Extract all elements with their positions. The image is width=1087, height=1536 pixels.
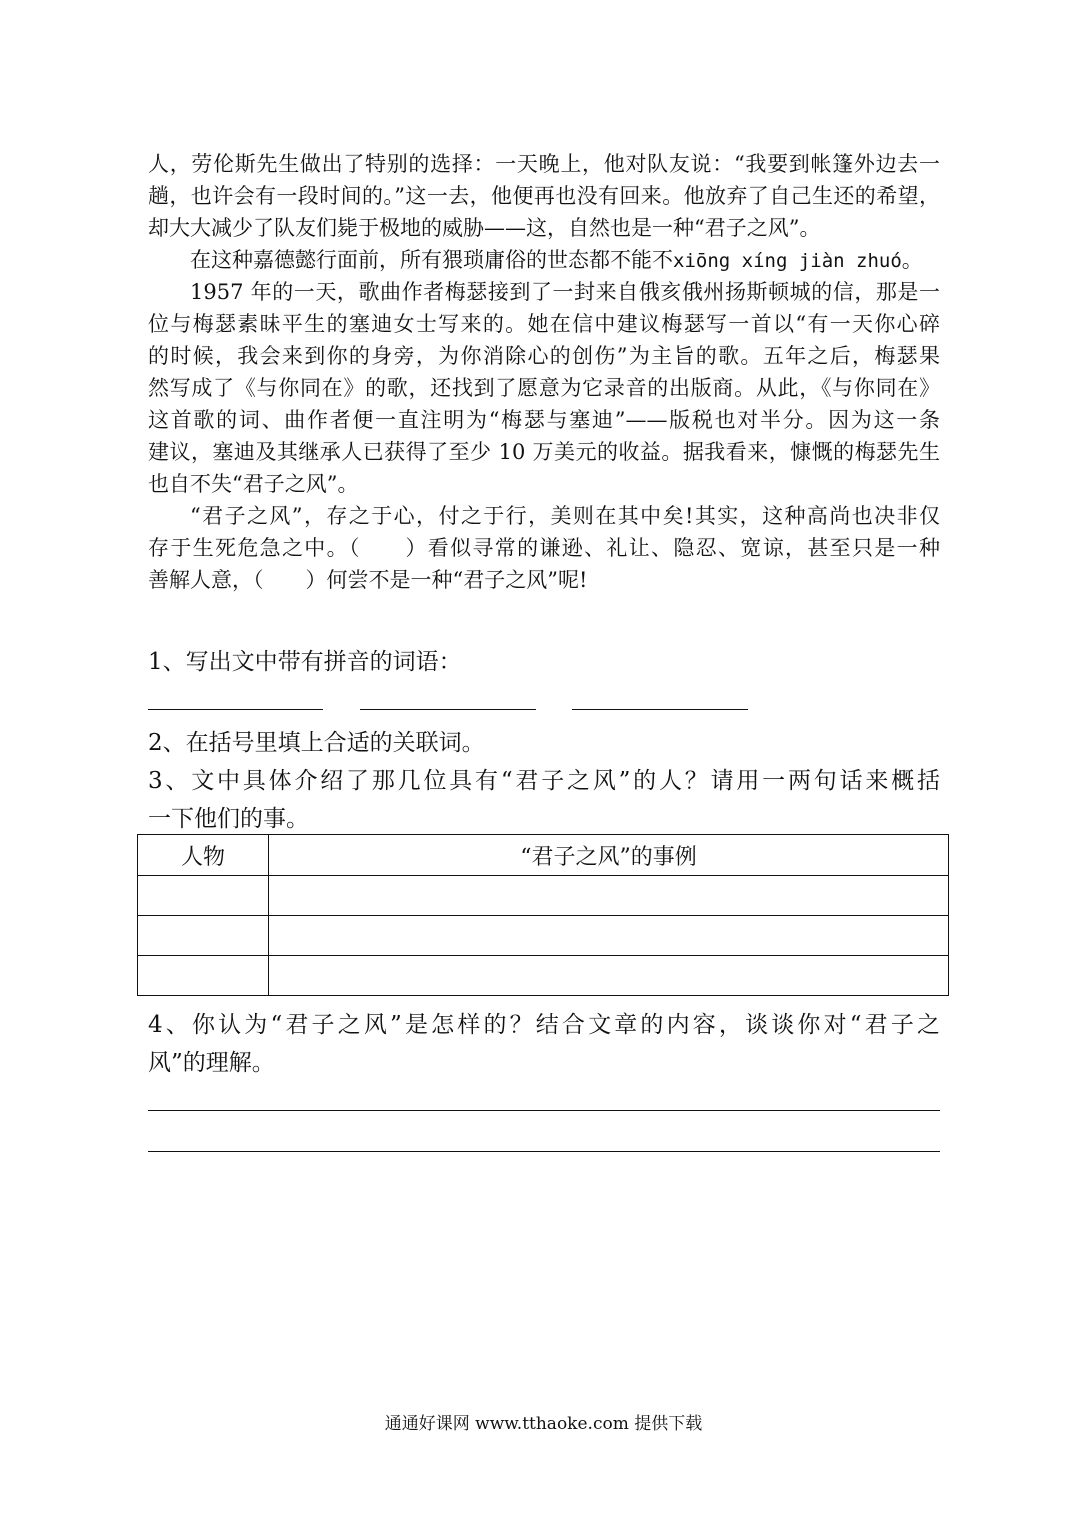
question-3-line-1: 3、文中具体介绍了那几位具有“君子之风”的人？请用一两句话来概括 [148,768,940,794]
passage-line: 却大大减少了队友们毙于极地的威胁——这，自然也是一种“君子之风”。 [148,216,821,240]
passage-line: 人，劳伦斯先生做出了特别的选择：一天晚上，他对队友说：“我要到帐篷外边去一 [148,152,940,176]
passage-line: 位与梅瑟素昧平生的塞迪女士写来的。她在信中建议梅瑟写一首以“有一天你心碎 [148,312,940,336]
table-row [138,916,949,956]
passage-line: 存于生死危急之中。（ ）看似寻常的谦逊、礼让、隐忍、宽谅，甚至只是一种 [148,536,940,560]
passage-line: “君子之风”，存之于心，付之于行，美则在其中矣!其实，这种高尚也决非仅 [190,504,940,528]
person-cell[interactable] [138,876,269,916]
answer-blank-2[interactable] [360,709,536,710]
question-1: 1、写出文中带有拼音的词语： [148,649,462,675]
pinyin-sentence-text: 在这种嘉德懿行面前，所有猥琐庸俗的世态都不能不 [190,248,673,272]
passage-line: 善解人意，（ ）何尝不是一种“君子之风”呢! [148,568,588,592]
table-row [138,956,949,996]
table-header-row [138,835,949,876]
reading-passage [148,148,940,596]
header-example: “君子之风”的事例 [269,835,949,876]
example-cell[interactable] [269,916,949,956]
pinyin-text: xiōng xíng jiàn zhuó [673,250,902,272]
question-4-line-2: 风”的理解。 [148,1050,275,1076]
person-cell[interactable] [138,956,269,996]
answer-blank-1[interactable] [148,709,323,710]
table-row [138,876,949,916]
answer-line-1[interactable] [148,1110,940,1111]
passage-line: 这首歌的词、曲作者便一直注明为“梅瑟与塞迪”——版税也对半分。因为这一条 [148,408,940,432]
story-table [137,834,949,996]
header-person: 人物 [138,835,269,876]
passage-line: 的时候，我会来到你的身旁，为你消除心的创伤”为主旨的歌。五年之后，梅瑟果 [148,344,940,368]
passage-line: 1957 年的一天，歌曲作者梅瑟接到了一封来自俄亥俄州扬斯顿城的信，那是一 [190,280,940,304]
passage-line: 趟，也许会有一段时间的。”这一去，他便再也没有回来。他放弃了自己生还的希望， [148,184,940,208]
passage-line: 建议，塞迪及其继承人已获得了至少 10 万美元的收益。据我看来，慷慨的梅瑟先生 [148,440,940,464]
pinyin-sentence [148,244,940,276]
answer-line-2[interactable] [148,1151,940,1152]
passage-line: 也自不失“君子之风”。 [148,472,359,496]
footer-text: 通通好课网 www.tthaoke.com 提供下载 [384,1414,703,1434]
example-cell[interactable] [269,876,949,916]
question-2: 2、在括号里填上合适的关联词。 [148,730,485,756]
answer-blank-3[interactable] [572,709,748,710]
pinyin-sentence-end: 。 [901,248,923,272]
person-cell[interactable] [138,916,269,956]
question-4-line-1: 4、你认为“君子之风”是怎样的？结合文章的内容，谈谈你对“君子之 [148,1012,940,1038]
question-3-line-2: 一下他们的事。 [148,806,309,832]
example-cell[interactable] [269,956,949,996]
passage-line: 然写成了《与你同在》的歌，还找到了愿意为它录音的出版商。从此，《与你同在》 [148,376,940,400]
